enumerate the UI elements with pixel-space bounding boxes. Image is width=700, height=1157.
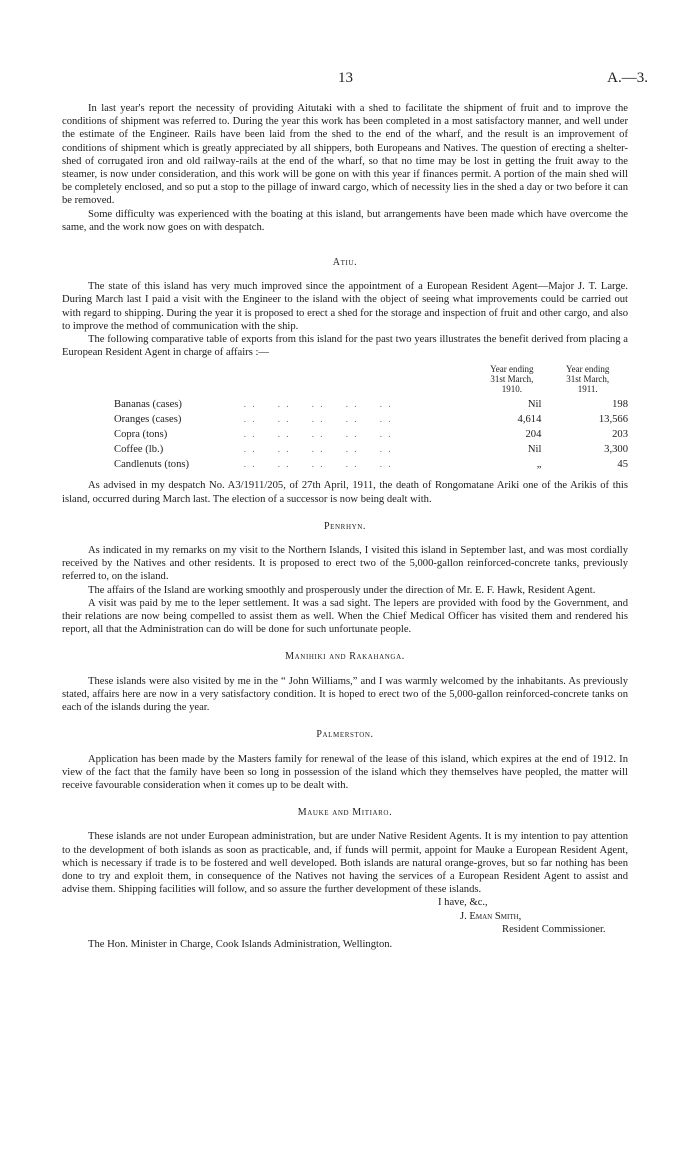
signature-title: Resident Commissioner. xyxy=(502,923,606,935)
table-cell-1911: 45 xyxy=(617,459,628,471)
leader-dots: . . . . . . . . . . xyxy=(243,444,393,455)
signature-name: J. Eman Smith, xyxy=(460,910,522,922)
paragraph: Application has been made by the Masters family for renewal of the lease of this island, which expires at the end of 1912. In view of the fact that the family have been so long in possession of the island which they themselves have peopled, the matter will receive favourable consideration when it comes up to be dealt with. xyxy=(62,753,628,791)
table-row xyxy=(114,413,628,428)
table-cell-1911: 203 xyxy=(612,429,628,441)
leader-dots: . . . . . . . . . . xyxy=(243,399,393,410)
table-cell-1911: 198 xyxy=(612,399,628,411)
table-row-label: Oranges (cases) xyxy=(114,414,182,426)
table-row-label: Coffee (lb.) xyxy=(114,444,164,456)
paragraph: As indicated in my remarks on my visit to the Northern Islands, I visited this island in September last, and was most cordially received by the Natives and other residents. It is proposed to erect two of the 5,000-gallon reinforced-concrete tanks, previously referred to, on the island. xyxy=(62,545,628,583)
document-reference: A.—3. xyxy=(607,70,648,86)
paragraph: As advised in my despatch No. A3/1911/205, of 27th April, 1911, the death of Rongomatane Ariki one of the Arikis of this island, occurred during March last. The election of a successor is now being dealt with. xyxy=(62,480,628,505)
column-header-1911: Year ending 31st March, 1911. xyxy=(566,364,610,395)
table-cell-1911: 13,566 xyxy=(598,414,628,426)
addressee: The Hon. Minister in Charge, Cook Islands Administration, Wellington. xyxy=(88,938,393,950)
leader-dots: . . . . . . . . . . xyxy=(243,459,393,470)
leader-dots: . . . . . . . . . . xyxy=(243,414,393,425)
leader-dots: . . . . . . . . . . xyxy=(243,429,393,440)
column-header-1910: Year ending 31st March, 1910. xyxy=(490,364,534,395)
table-row-label: Bananas (cases) xyxy=(114,399,182,411)
document-body xyxy=(62,102,628,951)
paragraph: In last year's report the necessity of providing Aitutaki with a shed to facilitate the shipment of fruit and to improve the conditions of shipment was referred to. During the year this work has been completed in a most satisfactory manner, and well under the estimate of the Engineer. Rails have been laid from the shed to the end of the wharf, and the result is an improvement of conditions of shipment which is greatly appreciated by all shippers, both Europeans and Natives. The question of erecting a shelter-shed of corrugated iron and old railway-rails at the end of the wharf, so that no time may be lost in getting the fruit away to the steamer, is now under consideration, and this work will be gone on with this year if finances permit. A portion of the main shed will be completely enclosed, and so put a stop to the pillage of inward cargo, which of necessity lies in the shed a day or two before it can be removed. xyxy=(62,103,628,207)
paragraph: The following comparative table of exports from this island for the past two years illustrates the benefit derived from placing a European Resident Agent in charge of affairs :— xyxy=(62,334,628,359)
table-row-label: Candlenuts (tons) xyxy=(114,459,190,471)
paragraph: A visit was paid by me to the leper settlement. It was a sad sight. The lepers are provided with food by the Government, and their relations are now being compelled to assist them as well. When the Chief Medical Officer has visited them and rendered his report, all that the Administration can do will be done for such unfortunate people. xyxy=(62,597,628,636)
page-number: 13 xyxy=(338,70,353,86)
table-cell-1910: 4,614 xyxy=(517,414,542,426)
table-cell-1910: Nil xyxy=(527,399,542,411)
table-cell-1910: „ xyxy=(536,459,542,471)
section-heading-mauke: Mauke and Mitiaro. xyxy=(297,807,393,819)
table-cell-1911: 3,300 xyxy=(604,444,628,456)
table-row xyxy=(114,443,628,458)
paragraph: The affairs of the Island are working smoothly and prosperously under the direction of Mr. E. F. Hawk, Resident Agent. xyxy=(88,584,596,596)
section-heading-penrhyn: Penrhyn. xyxy=(323,520,367,532)
table-header-row xyxy=(114,363,628,398)
paragraph: Some difficulty was experienced with the boating at this island, but arrangements have been made which have overcome the same, and the work now goes on with despatch. xyxy=(62,208,628,233)
table-row xyxy=(114,458,628,473)
table-row-label: Copra (tons) xyxy=(114,429,168,441)
table-cell-1910: Nil xyxy=(527,444,542,456)
exports-table xyxy=(114,363,628,473)
paragraph: The state of this island has very much improved since the appointment of a European Resident Agent—Major J. T. Large. During March last I paid a visit with the Engineer to the island with the object of seeing what improvements could be carried out with regard to shipping. During the year it is proposed to erect a shed for the storage and inspection of fruit and other cargo, and also to improve the method of communication with the ship. xyxy=(62,281,628,332)
page-header xyxy=(0,70,700,88)
paragraph: These islands are not under European administration, but are under Native Resident Agents. It is my intention to pay attention to the development of both islands as soon as practicable, and, if funds will permit, appoint for Mauke a European Resident Agent, which is necessary if trade is to be fostered and well developed. Both islands are natural orange-groves, but so far nothing has been done to try and exploit them, in consequence of the Natives not having the services of a European Resident Agent to assist and advise them. Shipping facilities will follow, and so assure the further development of these islands. xyxy=(62,831,628,896)
section-heading-atiu: Atiu. xyxy=(332,257,358,269)
section-heading-manihiki: Manihiki and Rakahanga. xyxy=(285,651,405,663)
section-heading-palmerston: Palmerston. xyxy=(316,729,374,741)
paragraph: These islands were also visited by me in the “ John Williams,” and I was warmly welcomed by the inhabitants. As previously stated, affairs here are now in a very satisfactory condition. It is hoped to erect two of the 5,000-gallon reinforced-concrete tanks on each of the islands during the year. xyxy=(62,675,628,714)
closing-salutation: I have, &c., xyxy=(438,897,488,909)
table-row xyxy=(114,428,628,443)
table-row xyxy=(114,398,628,413)
table-cell-1910: 204 xyxy=(525,429,542,441)
